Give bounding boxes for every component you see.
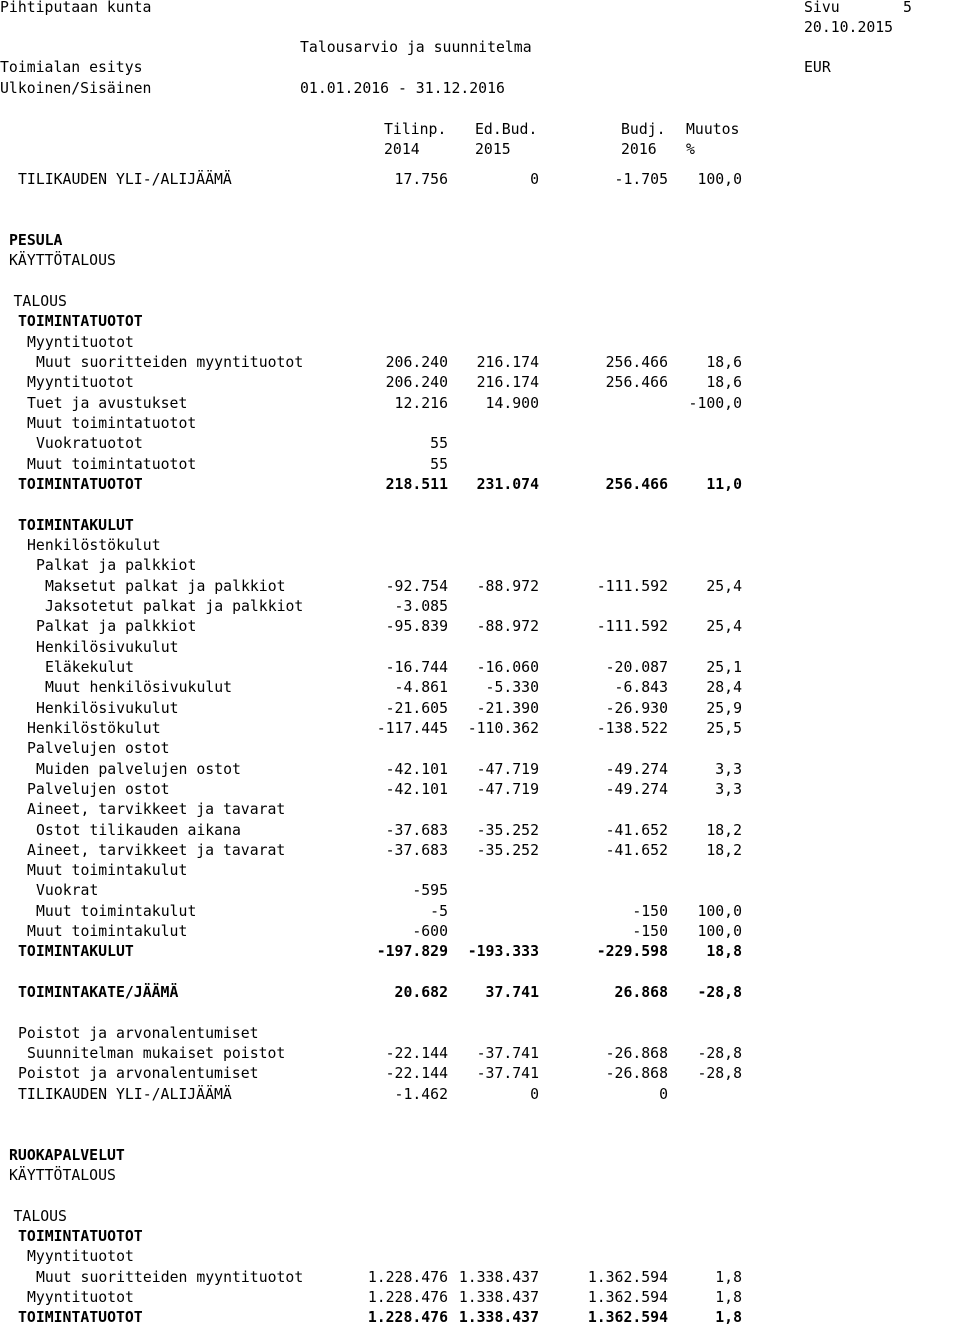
value-budget-2015: -88.972 [476,577,539,595]
value-budget-2016: -111.592 [596,577,668,595]
value-actual-2014: -22.144 [385,1045,448,1063]
value-change-pct: 3,3 [715,760,742,778]
value-budget-2016: -1.705 [614,171,668,188]
row-label: Muut henkilösivukulut [45,679,233,697]
row-label: Muut toimintatuotot [27,455,197,473]
row-label: Palvelujen ostot [27,780,170,798]
value-budget-2016: -41.652 [605,841,668,859]
table-row [0,1166,960,1186]
row-label: Aineet, tarvikkeet ja tavarat [27,841,286,859]
value-change-pct: 18,6 [706,374,742,392]
row-label: Jaksotetut palkat ja palkkiot [45,597,304,615]
table-row [0,190,960,210]
col-header-budget: Budj. [621,121,666,138]
table-row [0,414,960,434]
print-date: 20.10.2015 [804,19,894,36]
row-label: TOIMINTATUOTOT [18,1309,143,1327]
value-budget-2016: 256.466 [605,374,668,392]
value-actual-2014: 206.240 [385,374,448,392]
value-actual-2014: -197.829 [376,943,448,961]
table-row [0,373,960,393]
table-row [0,760,960,780]
value-budget-2015: -88.972 [476,618,539,636]
value-budget-2016: 26.868 [614,984,668,1002]
table-row [0,1308,960,1328]
value-budget-2015: -5.330 [485,679,539,697]
value-budget-2016: 1.362.594 [587,1289,668,1307]
value-budget-2016: 0 [659,1085,668,1103]
row-label: Muiden palvelujen ostot [36,760,241,778]
row-label: TILIKAUDEN YLI-/ALIJÄÄMÄ [18,1085,232,1103]
value-actual-2014: -92.754 [385,577,448,595]
value-actual-2014: 20.682 [394,984,448,1002]
value-budget-2016: -20.087 [605,658,668,676]
page-number: 5 [903,0,912,16]
value-budget-2015: 1.338.437 [458,1268,539,1286]
col-year-actual: 2014 [384,141,420,158]
row-label: TALOUS [13,1207,67,1225]
row-label: TOIMINTAKULUT [18,943,134,961]
row-label: Muut toimintatuotot [27,414,197,432]
value-budget-2016: 256.466 [605,353,668,371]
value-actual-2014: -117.445 [376,719,448,737]
value-budget-2015: -47.719 [476,760,539,778]
value-budget-2015: 37.741 [485,984,539,1002]
value-budget-2015: 216.174 [476,353,539,371]
value-budget-2015: 1.338.437 [458,1289,539,1307]
value-actual-2014: 206.240 [385,353,448,371]
row-label: Vuokratuotot [36,435,143,453]
table-row [0,272,960,292]
value-budget-2015: 0 [530,171,539,188]
value-change-pct: 18,2 [706,821,742,839]
value-budget-2016: -6.843 [614,679,668,697]
value-change-pct: 28,4 [706,679,742,697]
table-row [0,780,960,800]
table-row [0,1044,960,1064]
table-row [0,902,960,922]
row-label: Suunnitelman mukaiset poistot [27,1045,286,1063]
table-row [0,719,960,739]
table-row [0,678,960,698]
value-change-pct: 25,1 [706,658,742,676]
table-row [0,1268,960,1288]
value-change-pct: 100,0 [697,902,742,920]
value-actual-2014: 1.228.476 [367,1309,448,1327]
currency-label: EUR [804,59,831,76]
table-row [0,739,960,759]
value-change-pct: 25,5 [706,719,742,737]
value-change-pct: 25,4 [706,618,742,636]
period-label: 01.01.2016 - 31.12.2016 [300,80,505,97]
value-budget-2015: 231.074 [476,475,539,493]
table-row [0,881,960,901]
value-actual-2014: -600 [412,923,448,941]
value-change-pct: 100,0 [697,171,742,188]
row-label: Ostot tilikauden aikana [36,821,241,839]
value-change-pct: 100,0 [697,923,742,941]
table-row [0,1227,960,1247]
row-label: Poistot ja arvonalentumiset [18,1024,259,1042]
value-change-pct: -28,8 [697,1045,742,1063]
row-label: Muut suoritteiden myyntituotot [36,353,304,371]
table-row [0,983,960,1003]
value-budget-2016: -26.868 [605,1045,668,1063]
value-budget-2016: -150 [632,923,668,941]
value-budget-2015: -37.741 [476,1065,539,1083]
table-row [0,536,960,556]
row-label: TOIMINTATUOTOT [18,475,143,493]
value-budget-2016: -26.930 [605,699,668,717]
value-actual-2014: -22.144 [385,1065,448,1083]
value-change-pct: 18,2 [706,841,742,859]
value-budget-2016: 1.362.594 [587,1268,668,1286]
value-actual-2014: -1.462 [394,1085,448,1103]
value-actual-2014: -37.683 [385,841,448,859]
table-row [0,841,960,861]
value-budget-2015: 1.338.437 [458,1309,539,1327]
table-row [0,312,960,332]
table-row [0,1105,960,1125]
table-row [0,394,960,414]
col-year-budget: 2016 [621,141,657,158]
report-title: Talousarvio ja suunnitelma [300,39,532,56]
value-budget-2015: -110.362 [467,719,539,737]
value-budget-2016: -111.592 [596,618,668,636]
value-budget-2015: -35.252 [476,841,539,859]
row-label: Myyntituotot [27,333,134,351]
scope-label: Ulkoinen/Sisäinen [0,80,152,97]
value-change-pct: 18,8 [706,943,742,961]
table-row [0,556,960,576]
table-row [0,1207,960,1227]
row-label: Palkat ja palkkiot [36,618,197,636]
value-change-pct: -28,8 [697,1065,742,1083]
table-row [0,1024,960,1044]
value-change-pct: -100,0 [688,394,742,412]
municipality-name: Pihtiputaan kunta [0,0,152,16]
value-actual-2014: -42.101 [385,760,448,778]
value-actual-2014: -3.085 [394,597,448,615]
value-budget-2016: 256.466 [605,475,668,493]
row-label: Tuet ja avustukset [27,394,188,412]
report-table [0,170,960,1329]
row-label: Henkilösivukulut [36,638,179,656]
row-label: Eläkekulut [45,658,135,676]
row-label: RUOKAPALVELUT [9,1146,125,1164]
value-actual-2014: -95.839 [385,618,448,636]
value-budget-2016: 1.362.594 [587,1309,668,1327]
table-row [0,963,960,983]
value-budget-2015: -193.333 [467,943,539,961]
table-row [0,211,960,231]
value-budget-2015: -16.060 [476,658,539,676]
row-label: Aineet, tarvikkeet ja tavarat [27,801,286,819]
value-budget-2016: -26.868 [605,1065,668,1083]
value-actual-2014: 55 [430,435,448,453]
row-label: KÄYTTÖTALOUS [9,252,116,270]
value-change-pct: 25,4 [706,577,742,595]
row-label: Muut toimintakulut [27,862,188,880]
value-actual-2014: 17.756 [394,171,448,188]
value-budget-2015: 0 [530,1085,539,1103]
value-change-pct: 3,3 [715,780,742,798]
col-year-prev-budget: 2015 [475,141,511,158]
table-row [0,455,960,475]
row-label: Myyntituotot [27,374,134,392]
value-actual-2014: -42.101 [385,780,448,798]
value-actual-2014: 12.216 [394,394,448,412]
row-label: KÄYTTÖTALOUS [9,1167,116,1185]
table-row [0,942,960,962]
value-actual-2014: 1.228.476 [367,1289,448,1307]
table-row [0,292,960,312]
table-row [0,1146,960,1166]
table-row [0,658,960,678]
row-label: TILIKAUDEN YLI-/ALIJÄÄMÄ [18,171,232,188]
table-row [0,577,960,597]
row-label: Henkilöstökulut [27,536,161,554]
value-budget-2016: -150 [632,902,668,920]
table-row [0,617,960,637]
row-label: Palkat ja palkkiot [36,557,197,575]
report-type: Toimialan esitys [0,59,143,76]
table-row [0,495,960,515]
value-actual-2014: -16.744 [385,658,448,676]
row-label: TOIMINTATUOTOT [18,313,143,331]
table-row [0,861,960,881]
page-label: Sivu [804,0,840,16]
value-actual-2014: -4.861 [394,679,448,697]
row-label: TOIMINTAKATE/JÄÄMÄ [18,984,179,1002]
value-change-pct: 1,8 [715,1289,742,1307]
value-change-pct: -28,8 [697,984,742,1002]
col-header-actual: Tilinp. [384,121,447,138]
value-budget-2016: -138.522 [596,719,668,737]
row-label: Myyntituotot [27,1289,134,1307]
value-change-pct: 11,0 [706,475,742,493]
table-row [0,1288,960,1308]
value-budget-2015: 216.174 [476,374,539,392]
row-label: Maksetut palkat ja palkkiot [45,577,286,595]
table-row [0,1003,960,1023]
table-row [0,1125,960,1145]
value-actual-2014: -21.605 [385,699,448,717]
table-row [0,251,960,271]
value-budget-2016: -229.598 [596,943,668,961]
value-change-pct: 1,8 [715,1268,742,1286]
row-label: Poistot ja arvonalentumiset [18,1065,259,1083]
table-row [0,516,960,536]
value-budget-2015: -37.741 [476,1045,539,1063]
table-row [0,800,960,820]
row-label: Myyntituotot [27,1248,134,1266]
value-budget-2015: -47.719 [476,780,539,798]
table-row [0,434,960,454]
value-budget-2016: -49.274 [605,760,668,778]
table-row [0,922,960,942]
value-actual-2014: 55 [430,455,448,473]
value-change-pct: 25,9 [706,699,742,717]
row-label: Henkilöstökulut [27,719,161,737]
table-row [0,638,960,658]
table-row [0,1085,960,1105]
row-label: TOIMINTAKULUT [18,516,134,534]
value-change-pct: 18,6 [706,353,742,371]
table-row [0,333,960,353]
table-row [0,170,960,190]
table-row [0,353,960,373]
value-actual-2014: -37.683 [385,821,448,839]
col-header-change: Muutos [686,121,740,138]
table-row [0,231,960,251]
col-header-prev-budget: Ed.Bud. [475,121,538,138]
table-row [0,699,960,719]
value-actual-2014: -5 [430,902,448,920]
row-label: Palvelujen ostot [27,740,170,758]
value-budget-2016: -49.274 [605,780,668,798]
row-label: Muut toimintakulut [36,902,197,920]
table-row [0,821,960,841]
col-unit-change: % [686,141,695,158]
row-label: Muut suoritteiden myyntituotot [36,1268,304,1286]
value-actual-2014: 218.511 [385,475,448,493]
table-row [0,597,960,617]
row-label: Muut toimintakulut [27,923,188,941]
row-label: Vuokrat [36,882,99,900]
table-row [0,1064,960,1084]
row-label: Henkilösivukulut [36,699,179,717]
table-row [0,1186,960,1206]
value-actual-2014: -595 [412,882,448,900]
table-row [0,475,960,495]
row-label: TALOUS [13,292,67,310]
value-budget-2016: -41.652 [605,821,668,839]
value-budget-2015: -35.252 [476,821,539,839]
table-row [0,1247,960,1267]
value-actual-2014: 1.228.476 [367,1268,448,1286]
value-budget-2015: -21.390 [476,699,539,717]
value-change-pct: 1,8 [715,1309,742,1327]
row-label: TOIMINTATUOTOT [18,1228,143,1246]
value-budget-2015: 14.900 [485,394,539,412]
row-label: PESULA [9,231,63,249]
